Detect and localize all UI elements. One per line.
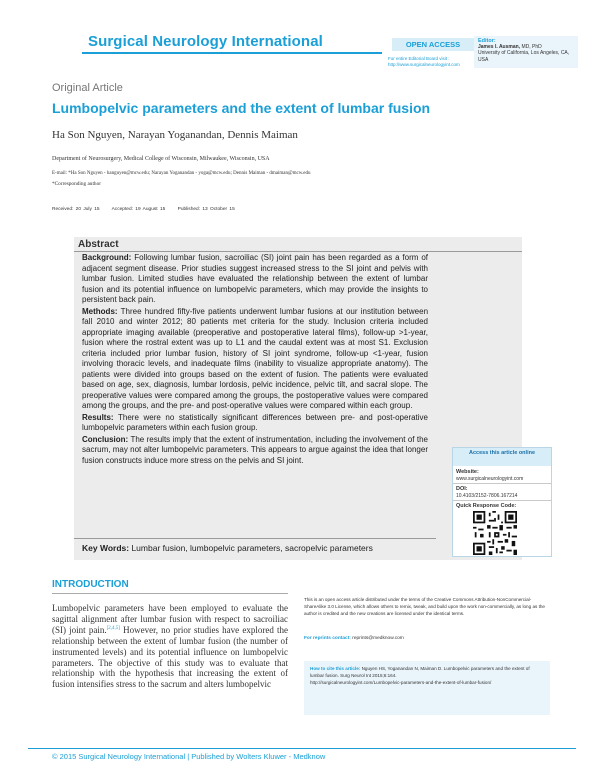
abstract-background: [82, 253, 428, 306]
received-date: Received: 20 July 15: [52, 207, 100, 212]
editor-box: [474, 36, 578, 68]
abstract-results: [82, 413, 428, 434]
corresponding-author-note: *Corresponding author: [52, 181, 101, 187]
how-to-cite-box: [304, 661, 550, 715]
conclusion-label: Conclusion:: [82, 434, 129, 444]
citation-link[interactable]: [2,4,5]: [106, 626, 120, 632]
abstract-heading: Abstract: [78, 239, 119, 250]
introduction-divider: [52, 593, 288, 594]
qr-code-icon[interactable]: [473, 511, 517, 555]
keywords-text: Lumbar fusion, lumbopelvic parameters, sacropelvic parameters: [131, 543, 373, 553]
reprints-contact: [304, 636, 404, 641]
doi-label: DOI:: [456, 486, 468, 492]
editorial-board-link[interactable]: For entire Editorial Board visit : http://www.surgicalneurologyint.com: [388, 56, 460, 67]
introduction-text-1: Lumbopelvic parameters have been employed to evaluate the sagittal alignment after lumbar fusion with respect to sacroiliac (SI) joint pain.: [52, 603, 288, 636]
header-rule: [82, 52, 382, 54]
cite-body: Nguyen HS, Yoganandan N, Maiman D. Lumbopelvic parameters and the extent of lumbar fusion. Surg Neurol Int 2015;6:164.: [310, 666, 530, 678]
cite-url[interactable]: http://surgicalneurologyint.com/Lumbopelvic-parameters-and-the-extent-of-lumbar-fusion/: [310, 680, 492, 685]
editor-degrees: MD, PhD: [521, 44, 542, 50]
article-type: Original Article: [52, 82, 123, 94]
background-label: Background:: [82, 253, 132, 262]
introduction-text-2: However, no prior studies have explored the relationship between the extent of lumbar fusion (the number of instrumented levels) and its potential influence on lumbopelvic parameters. The objective of this study was to evaluate that relationship with the hypothesis that increasing the extent of fusion intensifies stress to the sacrum and alters lumbopelvic: [52, 625, 288, 689]
published-date: Published: 13 October 15: [177, 207, 235, 212]
journal-title: Surgical Neurology International: [88, 33, 323, 50]
authors: Ha Son Nguyen, Narayan Yoganandan, Dennis Maiman: [52, 129, 298, 141]
results-text: There were no statistically significant differences between pre- and post-operative lumbopelvic parameters within each fusion group.: [82, 412, 429, 432]
editor-affiliation: University of California, Los Angeles, CA, USA: [478, 50, 570, 63]
website-link[interactable]: www.surgicalneurologyint.com: [456, 476, 524, 482]
doi-value[interactable]: 10.4103/2152-7806.167214: [456, 493, 518, 499]
methods-label: Methods:: [82, 306, 118, 316]
introduction-heading: INTRODUCTION: [52, 579, 129, 590]
reprints-email[interactable]: reprints@medknow.com: [352, 636, 404, 641]
article-title: Lumbopelvic parameters and the extent of lumbar fusion: [52, 100, 431, 116]
access-separator: [453, 483, 551, 484]
abstract-methods: [82, 307, 428, 412]
abstract-conclusion: [82, 435, 428, 467]
reprints-label: For reprints contact:: [304, 636, 351, 641]
footer-copyright: © 2015 Surgical Neurology International | Published by Wolters Kluwer - Medknow: [52, 752, 326, 761]
qr-label: Quick Response Code:: [456, 503, 517, 509]
keywords-label: Key Words:: [82, 543, 130, 553]
website-label: Website:: [456, 469, 479, 475]
cite-label: How to cite this article:: [310, 666, 361, 671]
affiliation: Department of Neurosurgery, Medical College of Wisconsin, Milwaukee, Wisconsin, USA: [52, 156, 270, 162]
methods-text: Three hundred fifty-five patients underwent lumbar fusions at our institution between fall 2010 and winter 2012; 80 patients met criteria for the study. Inclusion criteria included appropriate imaging available (preoperative and postoperative lateral films), follow-up >1-year, fusion where the rostral extent was up to L1 and the caudal extent was at most S1. Exclusion criteria included prior lumbar fusion, history of SI joint syndrome, follow-up <1-year, fusion involving thoracic levels, and inadequate films (inability to visualize appropriate anatomy). The patients were divided into groups based on the extent of fusion. The patients were evaluated based on age, sex, diagnosis, lumbar lordosis, pelvic incidence, pelvic tilt, and sacral slope. The preoperative values were compared among the groups, the postoperative values were compared among the groups, and the pre- and post-operative values were compared within each group.: [82, 306, 429, 410]
open-access-badge: OPEN ACCESS: [392, 38, 474, 51]
results-label: Results:: [82, 412, 114, 422]
conclusion-text: The results imply that the extent of instrumentation, including the involvement of the sacrum, may not alter lumbopelvic parameters. This appears to argue against the idea that longer fusion constructs induce more stress on the pelvis and SI joint.: [82, 434, 428, 465]
introduction-body: [52, 603, 288, 690]
access-panel-title: Access this article online: [453, 448, 551, 466]
footer-rule: [28, 748, 576, 749]
accepted-date: Accepted: 19 August 15: [111, 207, 166, 212]
keywords-divider: [74, 538, 436, 539]
license-note: This is an open access article distributed under the terms of the Creative Commons Attribution-NonCommercial-ShareAlike 3.0 License, which allows others to remix, tweak, and build upon the work non-commercially, as long as the author is credited and the new creations are licensed under the identical terms.: [304, 597, 545, 616]
access-separator: [453, 500, 551, 501]
article-dates: [52, 207, 245, 212]
cite-text: [310, 665, 544, 679]
background-text: Following lumbar fusion, sacroiliac (SI) joint pain has been regarded as a form of adjacent segment disease. Prior studies suggest increased stress to the SI joint and pelvis with lumbar fusion. Limited studies have evaluated the relationship between the extent of lumbar fusion and its potential influence on lumbopelvic parameters, which may provide the insights to persistent back pain.: [82, 253, 429, 304]
author-emails: E-mail: *Ha Son Nguyen - hanguyen@mcw.edu; Narayan Yoganandan - yoga@mcw.edu; Dennis Maiman - dmaiman@mcw.edu: [52, 171, 311, 176]
keywords: [82, 543, 373, 553]
editor-title: Editor:: [478, 38, 496, 44]
abstract-body: [82, 253, 428, 467]
abstract-divider: [74, 251, 522, 252]
editor-name: James I. Ausman,: [478, 44, 521, 50]
